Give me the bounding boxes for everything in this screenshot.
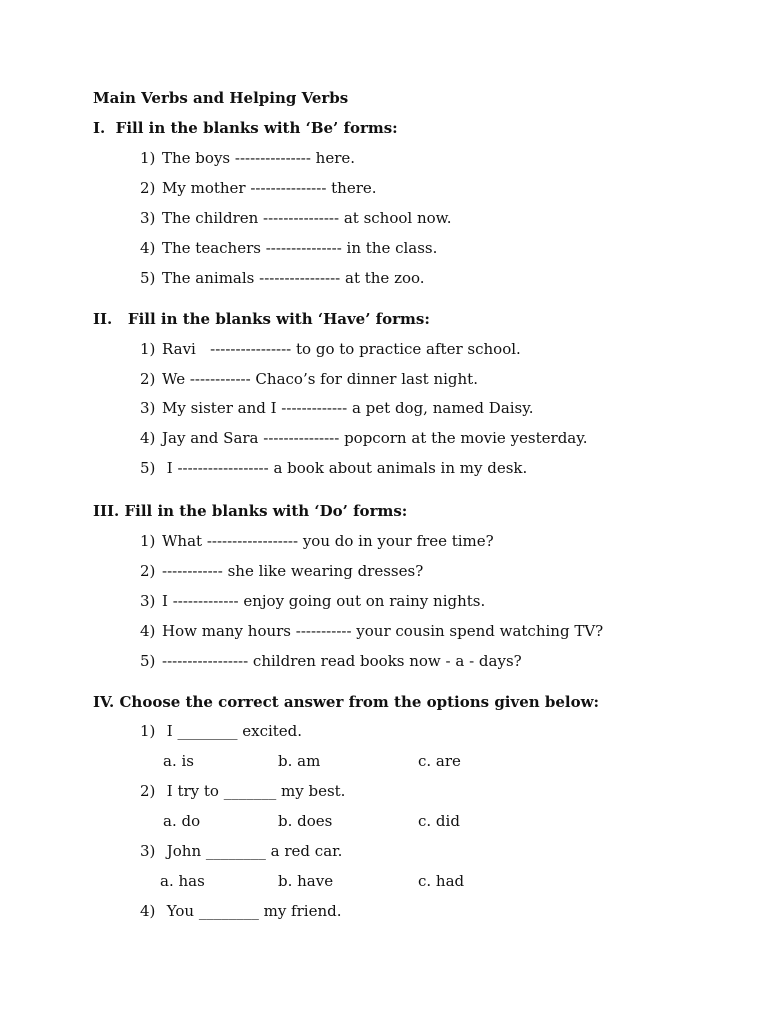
question (140, 902, 342, 920)
question-text: You ________ my friend. (162, 902, 342, 920)
option-b: b. does (278, 812, 333, 830)
page-title: Main Verbs and Helping Verbs (93, 89, 349, 107)
list-item (140, 209, 451, 227)
option-c: c. are (418, 752, 461, 770)
item-text: The children --------------- at school now. (162, 209, 452, 227)
question-number: 4) (140, 902, 156, 920)
item-text: The animals ---------------- at the zoo. (162, 269, 425, 287)
list-item (140, 562, 423, 580)
item-number: 2) (140, 562, 156, 580)
item-number: 5) (140, 269, 156, 287)
item-number: 2) (140, 370, 156, 388)
section-heading-be: I. Fill in the blanks with ‘Be’ forms: (93, 119, 398, 137)
list-item (140, 239, 437, 257)
list-item (140, 652, 522, 670)
item-text: What ------------------ you do in your free time? (162, 532, 494, 550)
item-text: ----------------- children read books now - a - days? (162, 652, 522, 670)
question-number: 3) (140, 842, 156, 860)
option-b: b. am (278, 752, 321, 770)
item-text: My sister and I ------------- a pet dog, named Daisy. (162, 399, 534, 417)
option-b: b. have (278, 872, 334, 890)
item-number: 4) (140, 239, 156, 257)
section-heading-do: III. Fill in the blanks with ‘Do’ forms: (93, 502, 408, 520)
list-item (140, 429, 588, 447)
list-item (140, 532, 494, 550)
list-item (140, 592, 485, 610)
option-a: a. has (160, 872, 205, 890)
item-number: 5) (140, 652, 156, 670)
item-text: ------------ she like wearing dresses? (162, 562, 424, 580)
option-c: c. did (418, 812, 460, 830)
option-a: a. is (163, 752, 194, 770)
item-text: We ------------ Chaco’s for dinner last night. (162, 370, 478, 388)
item-number: 4) (140, 429, 156, 447)
item-text: Jay and Sara --------------- popcorn at the movie yesterday. (162, 429, 588, 447)
list-item (140, 149, 355, 167)
question (140, 722, 302, 740)
item-text: The teachers --------------- in the class. (162, 239, 438, 257)
question (140, 782, 345, 800)
list-item (140, 370, 478, 388)
question-text: I ________ excited. (162, 722, 303, 740)
question (140, 842, 342, 860)
item-number: 3) (140, 592, 156, 610)
item-number: 1) (140, 149, 156, 167)
question-text: I try to _______ my best. (162, 782, 346, 800)
item-number: 1) (140, 340, 156, 358)
item-text: I ------------- enjoy going out on rainy nights. (162, 592, 486, 610)
list-item (140, 269, 425, 287)
option-a: a. do (163, 812, 201, 830)
list-item (140, 399, 534, 417)
list-item (140, 179, 377, 197)
item-text: Ravi ---------------- to go to practice after school. (162, 340, 521, 358)
section-heading-have: II. Fill in the blanks with ‘Have’ forms: (93, 310, 430, 328)
list-item (140, 622, 603, 640)
section-heading-choose: IV. Choose the correct answer from the options given below: (93, 693, 600, 711)
item-number: 2) (140, 179, 156, 197)
option-c: c. had (418, 872, 465, 890)
item-number: 5) (140, 459, 156, 477)
question-number: 2) (140, 782, 156, 800)
item-number: 3) (140, 209, 156, 227)
item-text: My mother --------------- there. (162, 179, 377, 197)
list-item (140, 459, 527, 477)
item-number: 3) (140, 399, 156, 417)
item-text: I ------------------ a book about animals in my desk. (162, 459, 528, 477)
item-text: How many hours ----------- your cousin spend watching TV? (162, 622, 604, 640)
item-number: 1) (140, 532, 156, 550)
question-text: John ________ a red car. (162, 842, 343, 860)
list-item (140, 340, 521, 358)
question-number: 1) (140, 722, 156, 740)
item-text: The boys --------------- here. (162, 149, 356, 167)
item-number: 4) (140, 622, 156, 640)
